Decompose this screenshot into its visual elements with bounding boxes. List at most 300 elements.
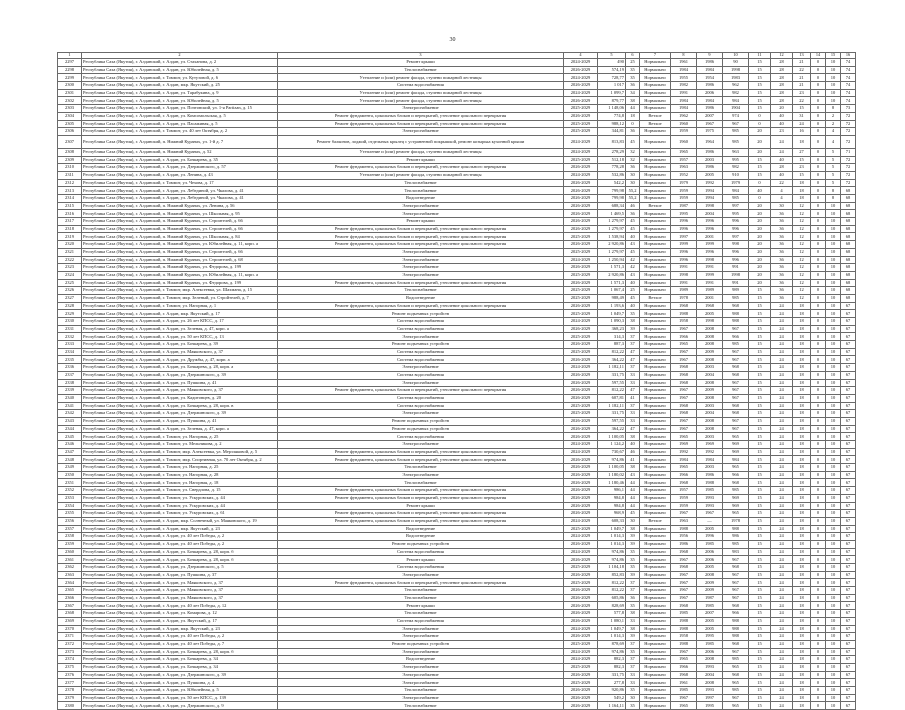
address-cell: Республика Саха (Якутия), г. Алданский, п. Нижний Куранах, д. 52 (82, 148, 278, 156)
row-id-cell: 2363 (58, 571, 82, 579)
crit-5-cell: 5 (826, 171, 841, 179)
year-renovated-cell: 1969 (697, 441, 723, 449)
share-cell: 35 (626, 556, 640, 564)
year-plan-cell: 963 (723, 148, 749, 156)
work-type-cell: Ремонт фундамента, цокольных блоков и перекрытий, утепление цокольного перекрытия (278, 487, 564, 495)
total-score-cell: 67 (841, 687, 856, 695)
share-cell: 37 (626, 656, 640, 664)
work-type-cell: Электроснабжение (278, 256, 564, 264)
year-renovated-cell: 2005 (697, 525, 723, 533)
address-cell: Республика Саха (Якутия), г. Алданский, г. Алдан, ул. Дружбы, д. 47, корп. а (82, 356, 278, 364)
area-cell: 1 182,11 (598, 364, 626, 372)
year-built-cell: 1967 (671, 417, 697, 425)
total-score-cell: 67 (841, 525, 856, 533)
crit-3-cell: 12 (793, 287, 811, 295)
table-row (58, 417, 856, 425)
work-type-cell: Ремонт фундамента, цокольных блоков и перекрытий, утепление цокольного перекрытия (278, 517, 564, 525)
year-renovated-cell: 1996 (697, 225, 723, 233)
crit-2-cell: 24 (771, 417, 793, 425)
period-cell: 2026-2029 (564, 502, 598, 510)
crit-1-cell: 15 (749, 579, 771, 587)
table-row (58, 379, 856, 387)
crit-4-cell: 0 (811, 671, 826, 679)
table-row (58, 540, 856, 548)
year-renovated-cell: 1997 (697, 694, 723, 702)
table-row (58, 256, 856, 264)
total-score-cell: 68 (841, 248, 856, 256)
year-renovated-cell: 2004 (697, 371, 723, 379)
year-plan-cell: 967 (723, 425, 749, 433)
share-cell: 39 (626, 533, 640, 541)
table-row (58, 348, 856, 356)
share-cell: 40 (626, 441, 640, 449)
crit-3-cell: 18 (793, 517, 811, 525)
period-cell: 2026-2029 (564, 264, 598, 272)
year-renovated-cell: 1986 (697, 471, 723, 479)
table-row (58, 371, 856, 379)
table-row (58, 479, 856, 487)
crit-4-cell: 0 (811, 417, 826, 425)
condition-cell: Нормально (640, 82, 671, 90)
share-cell: 35 (626, 564, 640, 572)
year-plan-cell: 1998 (723, 66, 749, 74)
crit-5-cell: 10 (826, 241, 841, 249)
row-id-cell: 2332 (58, 333, 82, 341)
crit-2-cell: 24 (771, 564, 793, 572)
crit-3-cell: 18 (793, 610, 811, 618)
share-cell: 33 (626, 371, 640, 379)
crit-4-cell: 0 (811, 525, 826, 533)
table-row (58, 394, 856, 402)
work-type-cell: Система водоснабжения (278, 318, 564, 326)
area-cell: 549,2 (598, 694, 626, 702)
crit-3-cell: 12 (793, 218, 811, 226)
address-cell: Республика Саха (Якутия), г. Алданский, г. Алдан, ул. Тарабукина, д. 9 (82, 89, 278, 97)
crit-2-cell: 40 (771, 120, 793, 128)
crit-5-cell: 10 (826, 671, 841, 679)
crit-1-cell: 15 (749, 617, 771, 625)
year-built-cell: 1978 (671, 294, 697, 302)
crit-4-cell: 0 (811, 264, 826, 272)
crit-4-cell: 0 (811, 74, 826, 82)
table-row (58, 279, 856, 287)
crit-2-cell: 24 (771, 341, 793, 349)
work-type-cell: Ремонт крыши (278, 218, 564, 226)
period-cell: 2024-2029 (564, 59, 598, 67)
address-cell: Республика Саха (Якутия), г. Алданский, г. Алдан, ул. 40 лет Победы, д. 2 (82, 633, 278, 641)
crit-4-cell: 0 (811, 679, 826, 687)
area-cell: 1 080,1 (598, 617, 626, 625)
work-type-cell: Электроснабжение (278, 625, 564, 633)
address-cell: Республика Саха (Якутия), г. Алданский, г. Алдан, ул. Почтовский, ул. 1-я Partizan, д. 15 (82, 105, 278, 113)
year-built-cell: 1998 (671, 271, 697, 279)
crit-1-cell: 15 (749, 325, 771, 333)
address-cell: Республика Саха (Якутия), г. Алданский, г. Алдан, ул. Лебединой, ул. Чкалова, д. 41 (82, 195, 278, 203)
total-score-cell: 68 (841, 202, 856, 210)
work-type-cell: Ремонт крыши (278, 502, 564, 510)
year-built-cell: 1966 (671, 471, 697, 479)
table-row (58, 617, 856, 625)
area-cell: 1 067,4 (598, 287, 626, 295)
crit-1-cell: 15 (749, 564, 771, 572)
year-plan-cell: 967 (723, 348, 749, 356)
work-type-cell: Электроснабжение (278, 671, 564, 679)
crit-5-cell: 10 (826, 371, 841, 379)
crit-1-cell: 15 (749, 310, 771, 318)
area-cell: 1 193,6 (598, 302, 626, 310)
row-id-cell: 2364 (58, 579, 82, 587)
crit-2-cell: 24 (771, 448, 793, 456)
year-renovated-cell: 2006 (697, 89, 723, 97)
year-built-cell: 1966 (671, 333, 697, 341)
work-type-cell: Система водоснабжения (278, 82, 564, 90)
crit-3-cell: 18 (793, 425, 811, 433)
table-row (58, 148, 856, 156)
table-row (58, 264, 856, 272)
year-renovated-cell: 1986 (697, 59, 723, 67)
crit-3-cell: 18 (793, 648, 811, 656)
crit-3-cell: 18 (793, 387, 811, 395)
column-number: 2 (82, 53, 278, 59)
work-type-cell: Ремонт фундамента, цокольных блоков и перекрытий, утепление цокольного перекрытия (278, 456, 564, 464)
year-plan-cell: 969 (723, 502, 749, 510)
crit-3-cell: 27 (793, 148, 811, 156)
year-built-cell: 1991 (671, 264, 697, 272)
crit-3-cell: 21 (793, 74, 811, 82)
area-cell: 1 090,3 (598, 318, 626, 326)
address-cell: Республика Саха (Якутия), г. Алданский, п. Нижний Куранах, ул. Строителей, д. 66 (82, 248, 278, 256)
address-cell: Республика Саха (Якутия), г. Алданский, г. Томмот, ул. Ускуровских, д. 44 (82, 494, 278, 502)
crit-1-cell: 15 (749, 479, 771, 487)
table-row (58, 82, 856, 90)
area-cell: 1 124,2 (598, 441, 626, 449)
crit-3-cell: 18 (793, 471, 811, 479)
condition-cell: Нормально (640, 248, 671, 256)
address-cell: Республика Саха (Якутия), г. Алданский, г. Алдан, ул. Дзержинского, д. 39 (82, 371, 278, 379)
work-type-cell: Ремонт фундамента, цокольных блоков и перекрытий, утепление цокольного перекрытия (278, 494, 564, 502)
period-cell: 2026-2029 (564, 602, 598, 610)
year-plan-cell: 974 (723, 112, 749, 120)
year-plan-cell: 968 (723, 402, 749, 410)
row-id-cell: 2374 (58, 656, 82, 664)
crit-4-cell: 0 (811, 97, 826, 105)
condition-cell: Нормально (640, 610, 671, 618)
crit-2-cell: 24 (771, 394, 793, 402)
year-built-cell: 1968 (671, 364, 697, 372)
share-cell: 35 (626, 74, 640, 82)
row-id-cell: 2308 (58, 148, 82, 156)
crit-1-cell: 15 (749, 679, 771, 687)
crit-5-cell: 10 (826, 610, 841, 618)
year-renovated-cell: 1994 (697, 195, 723, 203)
area-cell: 2 920,86 (598, 241, 626, 249)
period-cell: 2025-2029 (564, 679, 598, 687)
area-cell: 1 180,02 (598, 471, 626, 479)
crit-2-cell: 24 (771, 687, 793, 695)
table-row (58, 564, 856, 572)
crit-1-cell: 15 (749, 402, 771, 410)
work-type-cell: Ремонт фундамента, цокольных блоков и перекрытий, утепление цокольного перекрытия (278, 241, 564, 249)
year-plan-cell: 988 (723, 318, 749, 326)
year-plan-cell: 1904 (723, 105, 749, 113)
year-renovated-cell: 1999 (697, 271, 723, 279)
year-renovated-cell: 1967 (697, 510, 723, 518)
area-cell: 1 279,97 (598, 218, 626, 226)
year-plan-cell: 1979 (723, 179, 749, 187)
address-cell: Республика Саха (Якутия), г. Алданский, г. Алдан, ул. Юбилейная, д. 5 (82, 97, 278, 105)
total-score-cell: 67 (841, 364, 856, 372)
condition-cell: Нормально (640, 417, 671, 425)
row-id-cell: 2368 (58, 610, 82, 618)
column-number: 3 (278, 53, 564, 59)
condition-cell: Нормально (640, 325, 671, 333)
row-id-cell: 2344 (58, 425, 82, 433)
crit-3-cell: 18 (793, 394, 811, 402)
condition-cell: Нормально (640, 156, 671, 164)
crit-5-cell: 10 (826, 464, 841, 472)
year-plan-cell: 967 (723, 379, 749, 387)
period-cell: 2026-2029 (564, 610, 598, 618)
address-cell: Республика Саха (Якутия), г. Алданский, г. Алдан, ул. 50 лет КПСС, д. 13 (82, 333, 278, 341)
condition-cell: Нормально (640, 510, 671, 518)
work-type-cell: Теплоснабжение (278, 479, 564, 487)
work-type-cell: Ремонт фундамента, цокольных блоков и перекрытий, утепление цокольного перекрытия (278, 302, 564, 310)
total-score-cell: 67 (841, 617, 856, 625)
year-built-cell: 1967 (671, 387, 697, 395)
year-plan-cell: 984 (723, 456, 749, 464)
crit-2-cell: 24 (771, 302, 793, 310)
year-plan-cell: 996 (723, 248, 749, 256)
crit-4-cell: 0 (811, 533, 826, 541)
total-score-cell: 67 (841, 402, 856, 410)
area-cell: 278,29 (598, 148, 626, 156)
crit-3-cell: 18 (793, 187, 811, 195)
crit-3-cell: 18 (793, 195, 811, 203)
row-id-cell: 2318 (58, 225, 82, 233)
share-cell: 33 (626, 410, 640, 418)
crit-5-cell: 10 (826, 89, 841, 97)
row-id-cell: 2311 (58, 171, 82, 179)
address-cell: Республика Саха (Якутия), г. Алданский, г. Алдан, ул. Зеленая, д. 47, корп. а (82, 325, 278, 333)
total-score-cell: 67 (841, 387, 856, 395)
crit-4-cell: 0 (811, 487, 826, 495)
table-row (58, 74, 856, 82)
year-renovated-cell: 2009 (697, 348, 723, 356)
crit-4-cell: 0 (811, 510, 826, 518)
area-cell: 879,77 (598, 97, 626, 105)
crit-2-cell: 24 (771, 510, 793, 518)
year-built-cell: 1967 (671, 694, 697, 702)
work-type-cell: Электроснабжение (278, 410, 564, 418)
year-built-cell: 1960 (671, 120, 697, 128)
year-plan-cell: 1978 (723, 517, 749, 525)
year-renovated-cell: 2007 (697, 610, 723, 618)
work-type-cell: Ремонт крыши (278, 602, 564, 610)
crit-5-cell: 10 (826, 441, 841, 449)
period-cell: 2026-2029 (564, 687, 598, 695)
year-plan-cell: 985 (723, 540, 749, 548)
crit-2-cell: 28 (771, 59, 793, 67)
area-cell: 1 279,97 (598, 225, 626, 233)
address-cell: Республика Саха (Якутия), г. Алданский, г. Алдан, ул. Маяковского, д. 37 (82, 594, 278, 602)
year-renovated-cell: 1964 (697, 135, 723, 148)
year-plan-cell: 90 (723, 59, 749, 67)
year-plan-cell: 986 (723, 533, 749, 541)
year-renovated-cell: 1984 (697, 97, 723, 105)
condition-cell: Нормально (640, 218, 671, 226)
total-score-cell: 67 (841, 348, 856, 356)
share-cell: 46 (626, 448, 640, 456)
year-renovated-cell: 1989 (697, 287, 723, 295)
crit-5-cell: 10 (826, 310, 841, 318)
table-row (58, 517, 856, 525)
work-type-cell: Ремонт подъемных устройств (278, 640, 564, 648)
crit-3-cell: 18 (793, 594, 811, 602)
work-type-cell: Теплоснабжение (278, 702, 564, 710)
year-plan-cell: 997 (723, 202, 749, 210)
table-row (58, 625, 856, 633)
share-cell: 55,2 (626, 195, 640, 203)
condition-cell: Нормально (640, 128, 671, 136)
crit-2-cell: 24 (771, 364, 793, 372)
address-cell: Республика Саха (Якутия), г. Алданский, п. Нижний Куранах, ул. Юбилейная, д. 11, корп. а (82, 241, 278, 249)
crit-3-cell: 12 (793, 225, 811, 233)
row-id-cell: 2341 (58, 402, 82, 410)
crit-1-cell: 15 (749, 633, 771, 641)
share-cell: 0 (626, 120, 640, 128)
year-built-cell: 1988 (671, 617, 697, 625)
year-plan-cell: 985 (723, 341, 749, 349)
year-built-cell: 1967 (671, 579, 697, 587)
condition-cell: Нормально (640, 241, 671, 249)
total-score-cell: 67 (841, 318, 856, 326)
condition-cell: Нормально (640, 579, 671, 587)
crit-3-cell: 18 (793, 587, 811, 595)
year-renovated-cell: 1995 (697, 633, 723, 641)
crit-2-cell: 36 (771, 210, 793, 218)
condition-cell: Нормально (640, 587, 671, 595)
year-plan-cell: 996 (723, 218, 749, 226)
total-score-cell: 68 (841, 279, 856, 287)
year-built-cell: 1969 (671, 441, 697, 449)
crit-2-cell: 36 (771, 225, 793, 233)
crit-3-cell: 12 (793, 202, 811, 210)
work-type-cell: Ремонт фундамента, цокольных блоков и перекрытий, утепление цокольного перекрытия (278, 579, 564, 587)
work-type-cell: Система водоснабжения (278, 564, 564, 572)
column-number: 4 (564, 53, 598, 59)
row-id-cell: 2305 (58, 120, 82, 128)
area-cell: 974,86 (598, 648, 626, 656)
period-cell: 2025-2029 (564, 248, 598, 256)
condition-cell: Нормально (640, 164, 671, 172)
address-cell: Республика Саха (Якутия), г. Алданский, г. Алдан, ул. Кадитовцев, д. 20 (82, 394, 278, 402)
share-cell: 39 (626, 571, 640, 579)
address-cell: Республика Саха (Якутия), г. Алданский, г. Алдан, ул. Юбилейная, д. 5 (82, 66, 278, 74)
year-renovated-cell: 2008 (697, 356, 723, 364)
share-cell: 38 (626, 318, 640, 326)
share-cell: 33 (626, 679, 640, 687)
crit-4-cell: 0 (811, 594, 826, 602)
period-cell: 2025-2029 (564, 271, 598, 279)
share-cell: 44 (626, 105, 640, 113)
year-built-cell: 1991 (671, 279, 697, 287)
row-id-cell: 2380 (58, 702, 82, 710)
area-cell: 988,12 (598, 120, 626, 128)
crit-4-cell: 0 (811, 648, 826, 656)
crit-2-cell: 36 (771, 271, 793, 279)
crit-2-cell: 24 (771, 441, 793, 449)
crit-2-cell: 24 (771, 610, 793, 618)
address-cell: Республика Саха (Якутия), г. Алданский, г. Алдан, ул. Пушкина, д. 37 (82, 571, 278, 579)
address-cell: Республика Саха (Якутия), г. Алданский, г. Алдан, ул. Бочкарева, д. 28, корп. а (82, 364, 278, 372)
condition-cell: Нормально (640, 471, 671, 479)
year-renovated-cell: 2003 (697, 156, 723, 164)
work-type-cell: Электроснабжение (278, 663, 564, 671)
address-cell: Республика Саха (Якутия), г. Алданский, г. Алдан, ул. 40 лет Победы, д. 2 (82, 533, 278, 541)
crit-4-cell: 0 (811, 617, 826, 625)
table-row (58, 287, 856, 295)
crit-5-cell: 10 (826, 341, 841, 349)
crit-2-cell: 36 (771, 248, 793, 256)
area-cell: 1 164,11 (598, 702, 626, 710)
crit-4-cell: 0 (811, 625, 826, 633)
row-id-cell: 2299 (58, 74, 82, 82)
share-cell: 43 (626, 241, 640, 249)
row-id-cell: 2328 (58, 302, 82, 310)
crit-5-cell: 10 (826, 210, 841, 218)
crit-4-cell: 0 (811, 371, 826, 379)
total-score-cell: 67 (841, 479, 856, 487)
year-plan-cell: 965 (723, 510, 749, 518)
year-renovated-cell: 2006 (697, 556, 723, 564)
year-renovated-cell: 1999 (697, 241, 723, 249)
crit-2-cell: 24 (771, 456, 793, 464)
crit-1-cell: 0 (749, 195, 771, 203)
table-row (58, 271, 856, 279)
crit-4-cell: 0 (811, 464, 826, 472)
total-score-cell: 67 (841, 433, 856, 441)
crit-1-cell: 15 (749, 656, 771, 664)
address-cell: Республика Саха (Якутия), г. Алданский, г. Томмот, ул. Кутузовой, д. 6 (82, 74, 278, 82)
year-plan-cell: 962 (723, 82, 749, 90)
row-id-cell: 2301 (58, 89, 82, 97)
share-cell: 44 (626, 502, 640, 510)
period-cell: 2025-2029 (564, 105, 598, 113)
address-cell: Республика Саха (Якутия), г. Алданский, г. Алдан, ул. Пушкина, д. 41 (82, 379, 278, 387)
row-id-cell: 2343 (58, 417, 82, 425)
year-built-cell: 1988 (671, 525, 697, 533)
share-cell: 33 (626, 671, 640, 679)
year-built-cell: 1996 (671, 225, 697, 233)
row-id-cell: 2342 (58, 410, 82, 418)
share-cell: 37 (626, 579, 640, 587)
year-built-cell: 1999 (671, 241, 697, 249)
area-cell: 1 469,5 (598, 210, 626, 218)
row-id-cell: 2317 (58, 218, 82, 226)
work-type-cell: Электроснабжение (278, 648, 564, 656)
address-cell: Республика Саха (Якутия), г. Алданский, г. Томмот, ул. Нагорная, д. 1 (82, 302, 278, 310)
address-cell: Республика Саха (Якутия), г. Алданский, г. Алдан, ул. Пушкина, д. 4 (82, 679, 278, 687)
share-cell: 32 (626, 148, 640, 156)
year-plan-cell: 988 (723, 310, 749, 318)
period-cell: 2024-2029 (564, 648, 598, 656)
address-cell: Республика Саха (Якутия), г. Алданский, г. Алдан, ул. Дзержинского, д. 39 (82, 671, 278, 679)
row-id-cell: 2334 (58, 348, 82, 356)
crit-4-cell: 0 (811, 179, 826, 187)
crit-2-cell: 24 (771, 479, 793, 487)
crit-2-cell: 24 (771, 402, 793, 410)
crit-1-cell: 15 (749, 640, 771, 648)
